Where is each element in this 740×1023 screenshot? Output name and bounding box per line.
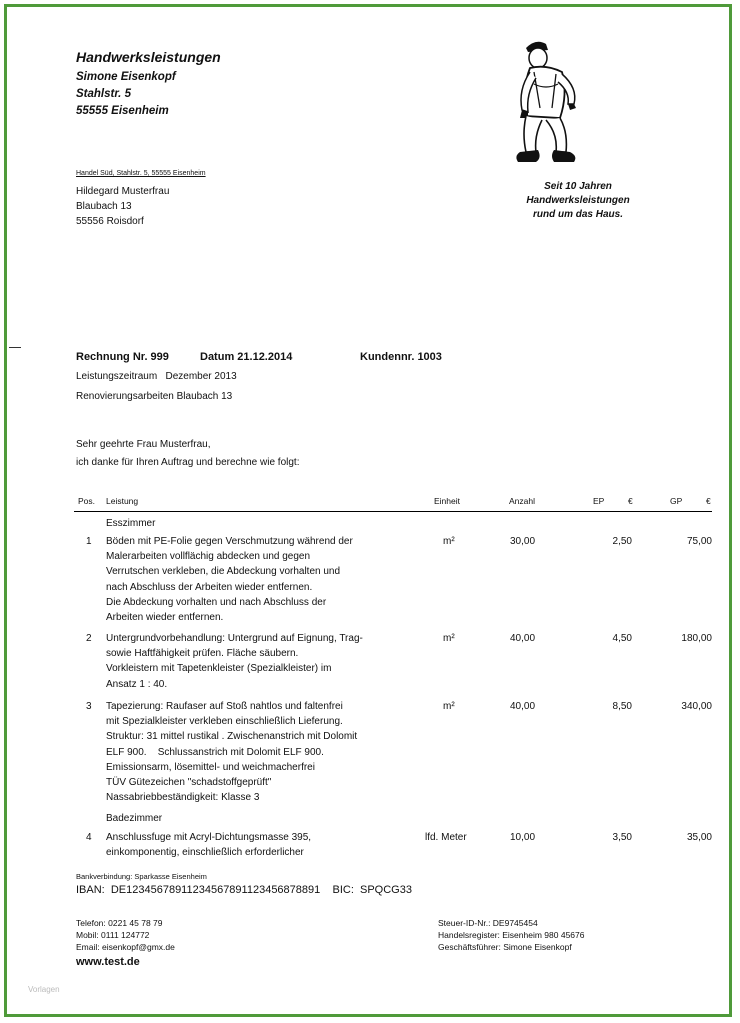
header-ep: EP (593, 496, 605, 506)
company-name: Handwerksleistungen (76, 49, 221, 65)
row-1-unit-price: 2,50 (612, 536, 632, 547)
invoice-number: Rechnung Nr. 999 (76, 351, 169, 363)
row-2-unit: m² (443, 633, 455, 644)
slogan-line-1: Seit 10 Jahren (544, 181, 612, 192)
row-2-pos: 2 (86, 633, 92, 644)
intro-text: ich danke für Ihren Auftrag und berechne wie folgt: (76, 457, 300, 468)
footer-contact: Telefon: 0221 45 78 79 Mobil: 0111 124772 Email: eisenkopf@gmx.de (76, 918, 175, 952)
header-pos: Pos. (78, 496, 96, 506)
header-rule (74, 511, 712, 512)
recipient-name: Hildegard Musterfrau (76, 186, 170, 197)
section-label-badezimmer: Badezimmer (106, 813, 163, 824)
row-1-total: 75,00 (686, 536, 712, 547)
row-3-qty: 40,00 (510, 701, 536, 712)
recipient-street: Blaubach 13 (76, 201, 132, 212)
bank-iban-bic: IBAN: DE12345678911234567891123456878891 BIC: SPQCG33 (76, 884, 412, 896)
header-gp-currency: € (706, 496, 711, 506)
header-einheit: Einheit (434, 496, 460, 506)
header-gp: GP (670, 496, 683, 506)
row-4-unit: lfd. Meter (425, 832, 467, 843)
company-street: Stahlstr. 5 (76, 88, 131, 100)
company-owner: Simone Eisenkopf (76, 71, 176, 83)
footer-legal: Steuer-ID-Nr.: DE9745454 Handelsregister: Eisenheim 980 45676 Geschäftsführer: Simone Eisenkopf (438, 918, 585, 952)
header-anzahl: Anzahl (509, 496, 535, 506)
row-4-description: Anschlussfuge mit Acryl-Dichtungsmasse 395, einkomponentig, einschließlich erforderlicher (106, 832, 312, 859)
invoice-date: Datum 21.12.2014 (200, 351, 293, 363)
row-4-qty: 10,00 (510, 832, 536, 843)
row-3-total: 340,00 (681, 701, 712, 712)
row-2-description: Untergrundvorbehandlung: Untergrund auf Eignung, Trag- sowie Haftfähigkeit prüfen. Fläche säubern. Vorkleistern mit Tapetenkleister (Spezialkleister) im Ansatz 1 : 40. (106, 633, 363, 690)
row-4-total: 35,00 (686, 832, 712, 843)
footer-website[interactable]: www.test.de (76, 956, 140, 968)
sender-return-line: Handel Süd, Stahlstr. 5, 55555 Eisenheim (76, 170, 206, 177)
header-leistung: Leistung (106, 496, 139, 506)
invoice-subject: Renovierungsarbeiten Blaubach 13 (76, 391, 233, 402)
slogan-line-2: Handwerksleistungen (526, 195, 630, 206)
customer-number: Kundennr. 1003 (360, 351, 442, 363)
row-2-unit-price: 4,50 (612, 633, 632, 644)
row-1-unit: m² (443, 536, 455, 547)
bank-label: Bankverbindung: Sparkasse Eisenheim (76, 872, 207, 881)
row-4-pos: 4 (86, 832, 92, 843)
row-2-qty: 40,00 (510, 633, 536, 644)
recipient-city: 55556 Roisdorf (76, 216, 144, 227)
greeting: Sehr geehrte Frau Musterfrau, (76, 439, 211, 450)
row-1-description: Böden mit PE-Folie gegen Verschmutzung während der Malerarbeiten vollflächig abdecken und gegen Verrutschen verkleben, die Abdeckung vorhalten und nach Abschluss der Arbeiten wieder entfernen. Die Abdeckung vorhalten und nach Abschluss der Arbeiten wieder entfernen. (106, 536, 353, 624)
header-ep-currency: € (628, 496, 633, 506)
worker-illustration (512, 38, 584, 172)
row-3-pos: 3 (86, 701, 92, 712)
slogan-line-3: rund um das Haus. (532, 209, 623, 220)
watermark: Vorlagen (28, 985, 60, 994)
row-3-description: Tapezierung: Raufaser auf Stoß nahtlos und faltenfrei mit Spezialkleister verkleben einschließlich Lieferung. Struktur: 31 mittel rustikal . Zwischenanstrich mit Dolomit ELF 900. Schlussanstrich mit Dolomit ELF 900. Emissionsarm, lösemittel- und weichmacherfrei TÜV Gütezeichen "schadstoffgeprüft" Nassabriebbeständigkeit: Klasse 3 (106, 701, 358, 804)
section-label-esszimmer: Esszimmer (106, 518, 156, 529)
row-2-total: 180,00 (681, 633, 712, 644)
row-3-unit-price: 8,50 (612, 701, 632, 712)
company-city: 55555 Eisenheim (76, 105, 169, 117)
row-4-unit-price: 3,50 (612, 832, 632, 843)
row-3-unit: m² (443, 701, 455, 712)
row-1-qty: 30,00 (510, 536, 536, 547)
service-period: Leistungszeitraum Dezember 2013 (76, 371, 237, 382)
row-1-pos: 1 (86, 536, 92, 547)
fold-mark (9, 347, 21, 348)
